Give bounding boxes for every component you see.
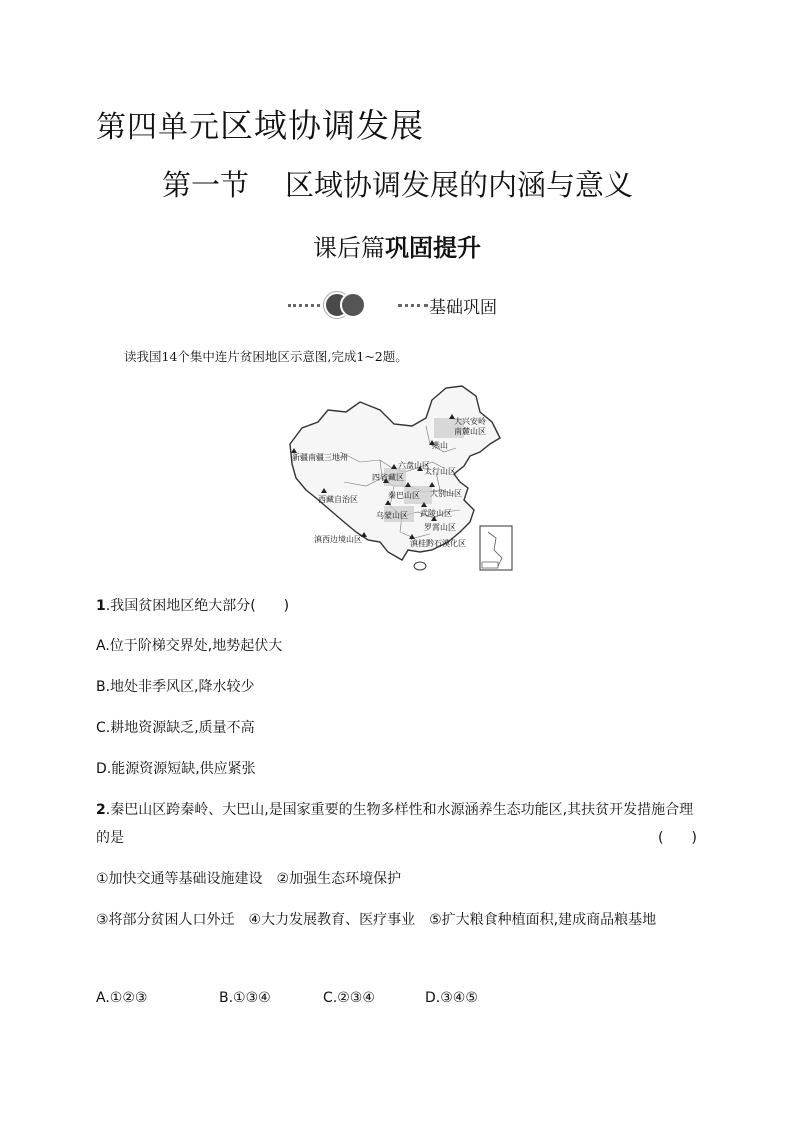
question-1-option-b: B.地处非季风区,降水较少 xyxy=(96,679,255,695)
map-label: 滇桂黔石漠化区 xyxy=(410,539,466,548)
map-label: 秦巴山区 xyxy=(388,491,420,500)
basic-banner-label: 基础巩固 xyxy=(429,298,497,318)
dotted-line-icon xyxy=(398,304,428,307)
map-label: 罗霄山区 xyxy=(424,523,456,532)
question-1-stem xyxy=(96,595,289,615)
section-title xyxy=(162,163,633,204)
question-2-items-line2: ③将部分贫困人口外迁 ④大力发展教育、医疗事业 ⑤扩大粮食种植面积,建成商品粮基地 xyxy=(96,912,657,928)
question-2-number: 2 xyxy=(96,802,106,818)
question-1-option-d: D.能源资源短缺,供应紧张 xyxy=(96,761,256,777)
map-label: 滇西边境山区 xyxy=(314,535,362,544)
map-label: 四省藏区 xyxy=(372,473,404,482)
section-number: 第一节 xyxy=(162,168,250,202)
unit-title-main: 区域协调发展 xyxy=(220,106,424,145)
question-2-text-line1: .秦巴山区跨秦岭、大巴山,是国家重要的生物多样性和水源涵养生态功能区,其扶贫开发措施合理 xyxy=(105,802,694,818)
map-label: 南麓山区 xyxy=(454,427,486,436)
map-label: 大别山区 xyxy=(430,489,462,498)
question-1-text: .我国贫困地区绝大部分( ) xyxy=(105,598,290,614)
intro-text: 读我国14个集中连片贫困地区示意图,完成1~2题。 xyxy=(124,349,408,364)
question-2-option-c: C.②③④ xyxy=(323,990,375,1006)
sub-title-bold: 巩固提升 xyxy=(385,234,481,262)
map-label: 乌蒙山区 xyxy=(376,511,408,520)
map-label: 武陵山区 xyxy=(420,509,452,518)
question-2-text-line2: 的是 xyxy=(96,830,124,846)
question-2-items-line1: ①加快交通等基础设施建设 ②加强生态环境保护 xyxy=(96,871,402,887)
dotted-line-icon xyxy=(288,304,320,307)
question-1-option-c: C.耕地资源缺乏,质量不高 xyxy=(96,720,255,736)
map-label: 西藏自治区 xyxy=(318,495,358,504)
unit-title-prefix: 第四单元 xyxy=(96,110,220,145)
map-label: 燕山 xyxy=(432,441,448,450)
map-label: 新疆南疆三地州 xyxy=(292,453,348,462)
poverty-area-map xyxy=(284,382,516,574)
map-label: 六盘山区 xyxy=(398,461,430,470)
map-label: 太行山区 xyxy=(424,467,456,476)
sub-title xyxy=(313,228,481,263)
map-label: 大兴安岭 xyxy=(454,417,486,426)
inset-label-box xyxy=(482,562,498,568)
question-2-option-a: A.①②③ xyxy=(96,990,148,1006)
question-1-number: 1 xyxy=(96,598,106,614)
unit-title xyxy=(96,100,424,147)
sub-title-normal: 课后篇 xyxy=(313,234,385,262)
question-2-option-b: B.①③④ xyxy=(219,990,271,1006)
basic-banner xyxy=(288,290,528,320)
question-2-option-d: D.③④⑤ xyxy=(425,990,478,1006)
china-map-outline xyxy=(284,382,516,574)
section-name: 区域协调发展的内涵与意义 xyxy=(285,168,634,202)
answer-parentheses: ( ) xyxy=(658,830,697,846)
circle-icon xyxy=(340,292,366,318)
question-1-option-a: A.位于阶梯交界处,地势起伏大 xyxy=(96,638,283,654)
question-2-stem xyxy=(96,799,693,819)
hainan-island xyxy=(414,562,426,570)
